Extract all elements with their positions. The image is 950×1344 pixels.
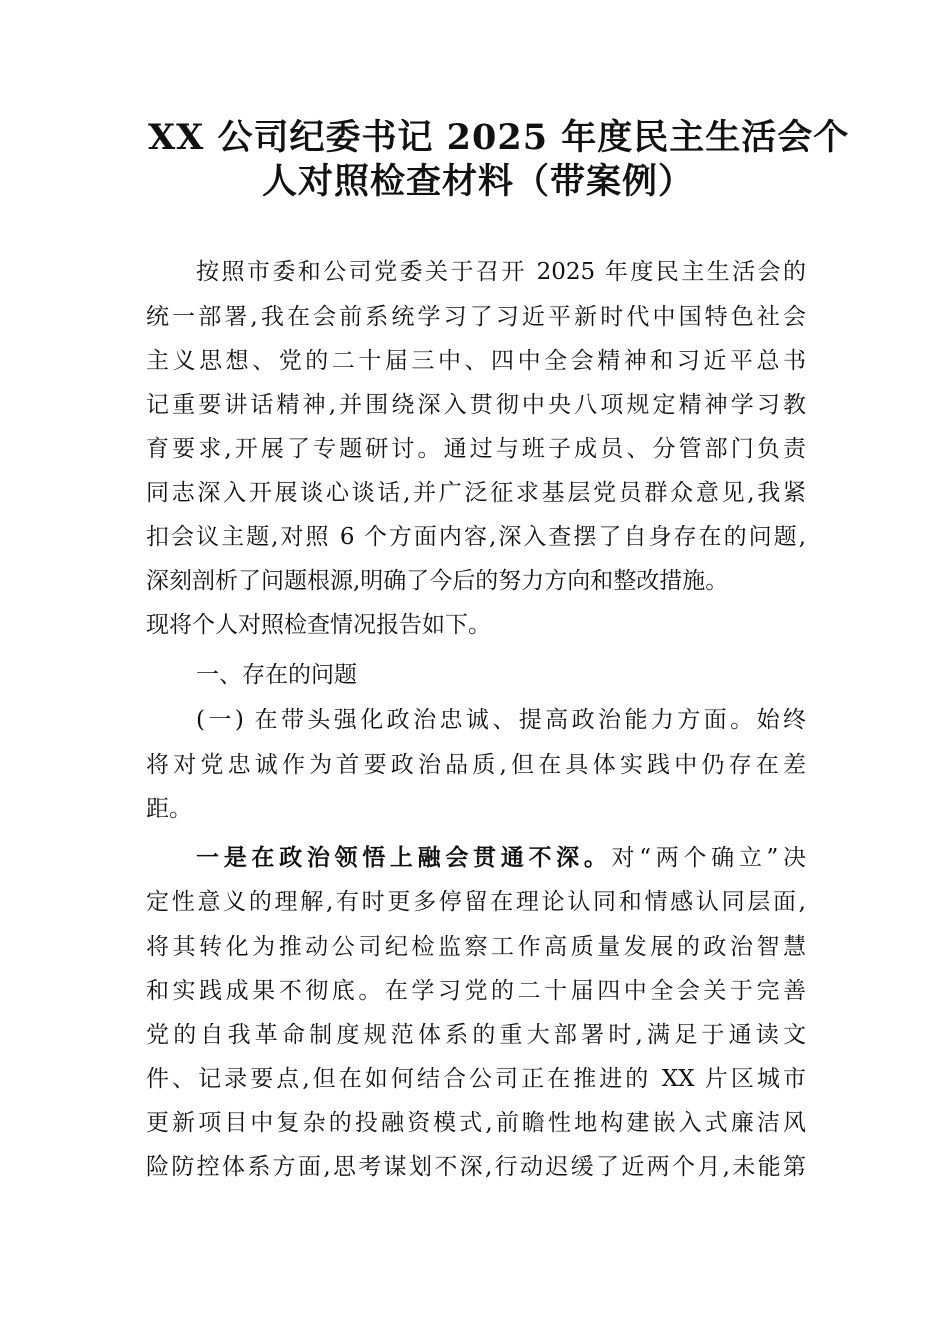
point-lead-rest: 对“两个确立”决 [611,845,806,871]
point-lead-line [196,843,806,873]
section-heading: 一、存在的问题 [196,662,357,688]
intro-line: 现将个人对照检查情况报告如下。 [146,612,491,638]
intro-line: 主义思想、党的二十届三中、四中全会精神和习近平总书 [146,348,806,374]
intro-line: 扣会议主题,对照 6 个方面内容,深入查摆了自身存在的问题, [146,524,806,550]
subsection-line: (一) 在带头强化政治忠诚、提高政治能力方面。始终 [196,707,806,733]
intro-line: 按照市委和公司党委关于召开 2025 年度民主生活会的 [196,259,806,285]
intro-line: 深刻剖析了问题根源,明确了今后的努力方向和整改措施。 [146,568,729,594]
point-line: 将其转化为推动公司纪检监察工作高质量发展的政治智慧 [146,934,806,960]
document-title-line-1: XX 公司纪委书记 2025 年度民主生活会个 [148,117,850,158]
subsection-line: 将对党忠诚作为首要政治品质,但在具体实践中仍存在差 [146,752,806,778]
intro-line: 同志深入开展谈心谈话,并广泛征求基层党员群众意见,我紧 [146,480,806,506]
point-bold-lead: 一是在政治领悟上融会贯通不深。 [196,844,612,871]
intro-line: 统一部署,我在会前系统学习了习近平新时代中国特色社会 [146,304,806,330]
intro-line: 记重要讲话精神,并围绕深入贯彻中央八项规定精神学习教 [146,392,806,418]
point-line: 件、记录要点,但在如何结合公司正在推进的 XX 片区城市 [146,1066,806,1092]
document-title-line-2: 人对照检查材料（带案例） [261,161,694,202]
point-line: 定性意义的理解,有时更多停留在理论认同和情感认同层面, [146,889,806,915]
subsection-line: 距。 [146,796,192,822]
point-line: 险防控体系方面,思考谋划不深,行动迟缓了近两个月,未能第 [146,1154,806,1180]
intro-line: 育要求,开展了专题研讨。通过与班子成员、分管部门负责 [146,436,806,462]
point-line: 更新项目中复杂的投融资模式,前瞻性地构建嵌入式廉洁风 [146,1110,806,1136]
point-line: 党的自我革命制度规范体系的重大部署时,满足于通读文 [146,1022,806,1048]
point-line: 和实践成果不彻底。在学习党的二十届四中全会关于完善 [146,978,806,1004]
